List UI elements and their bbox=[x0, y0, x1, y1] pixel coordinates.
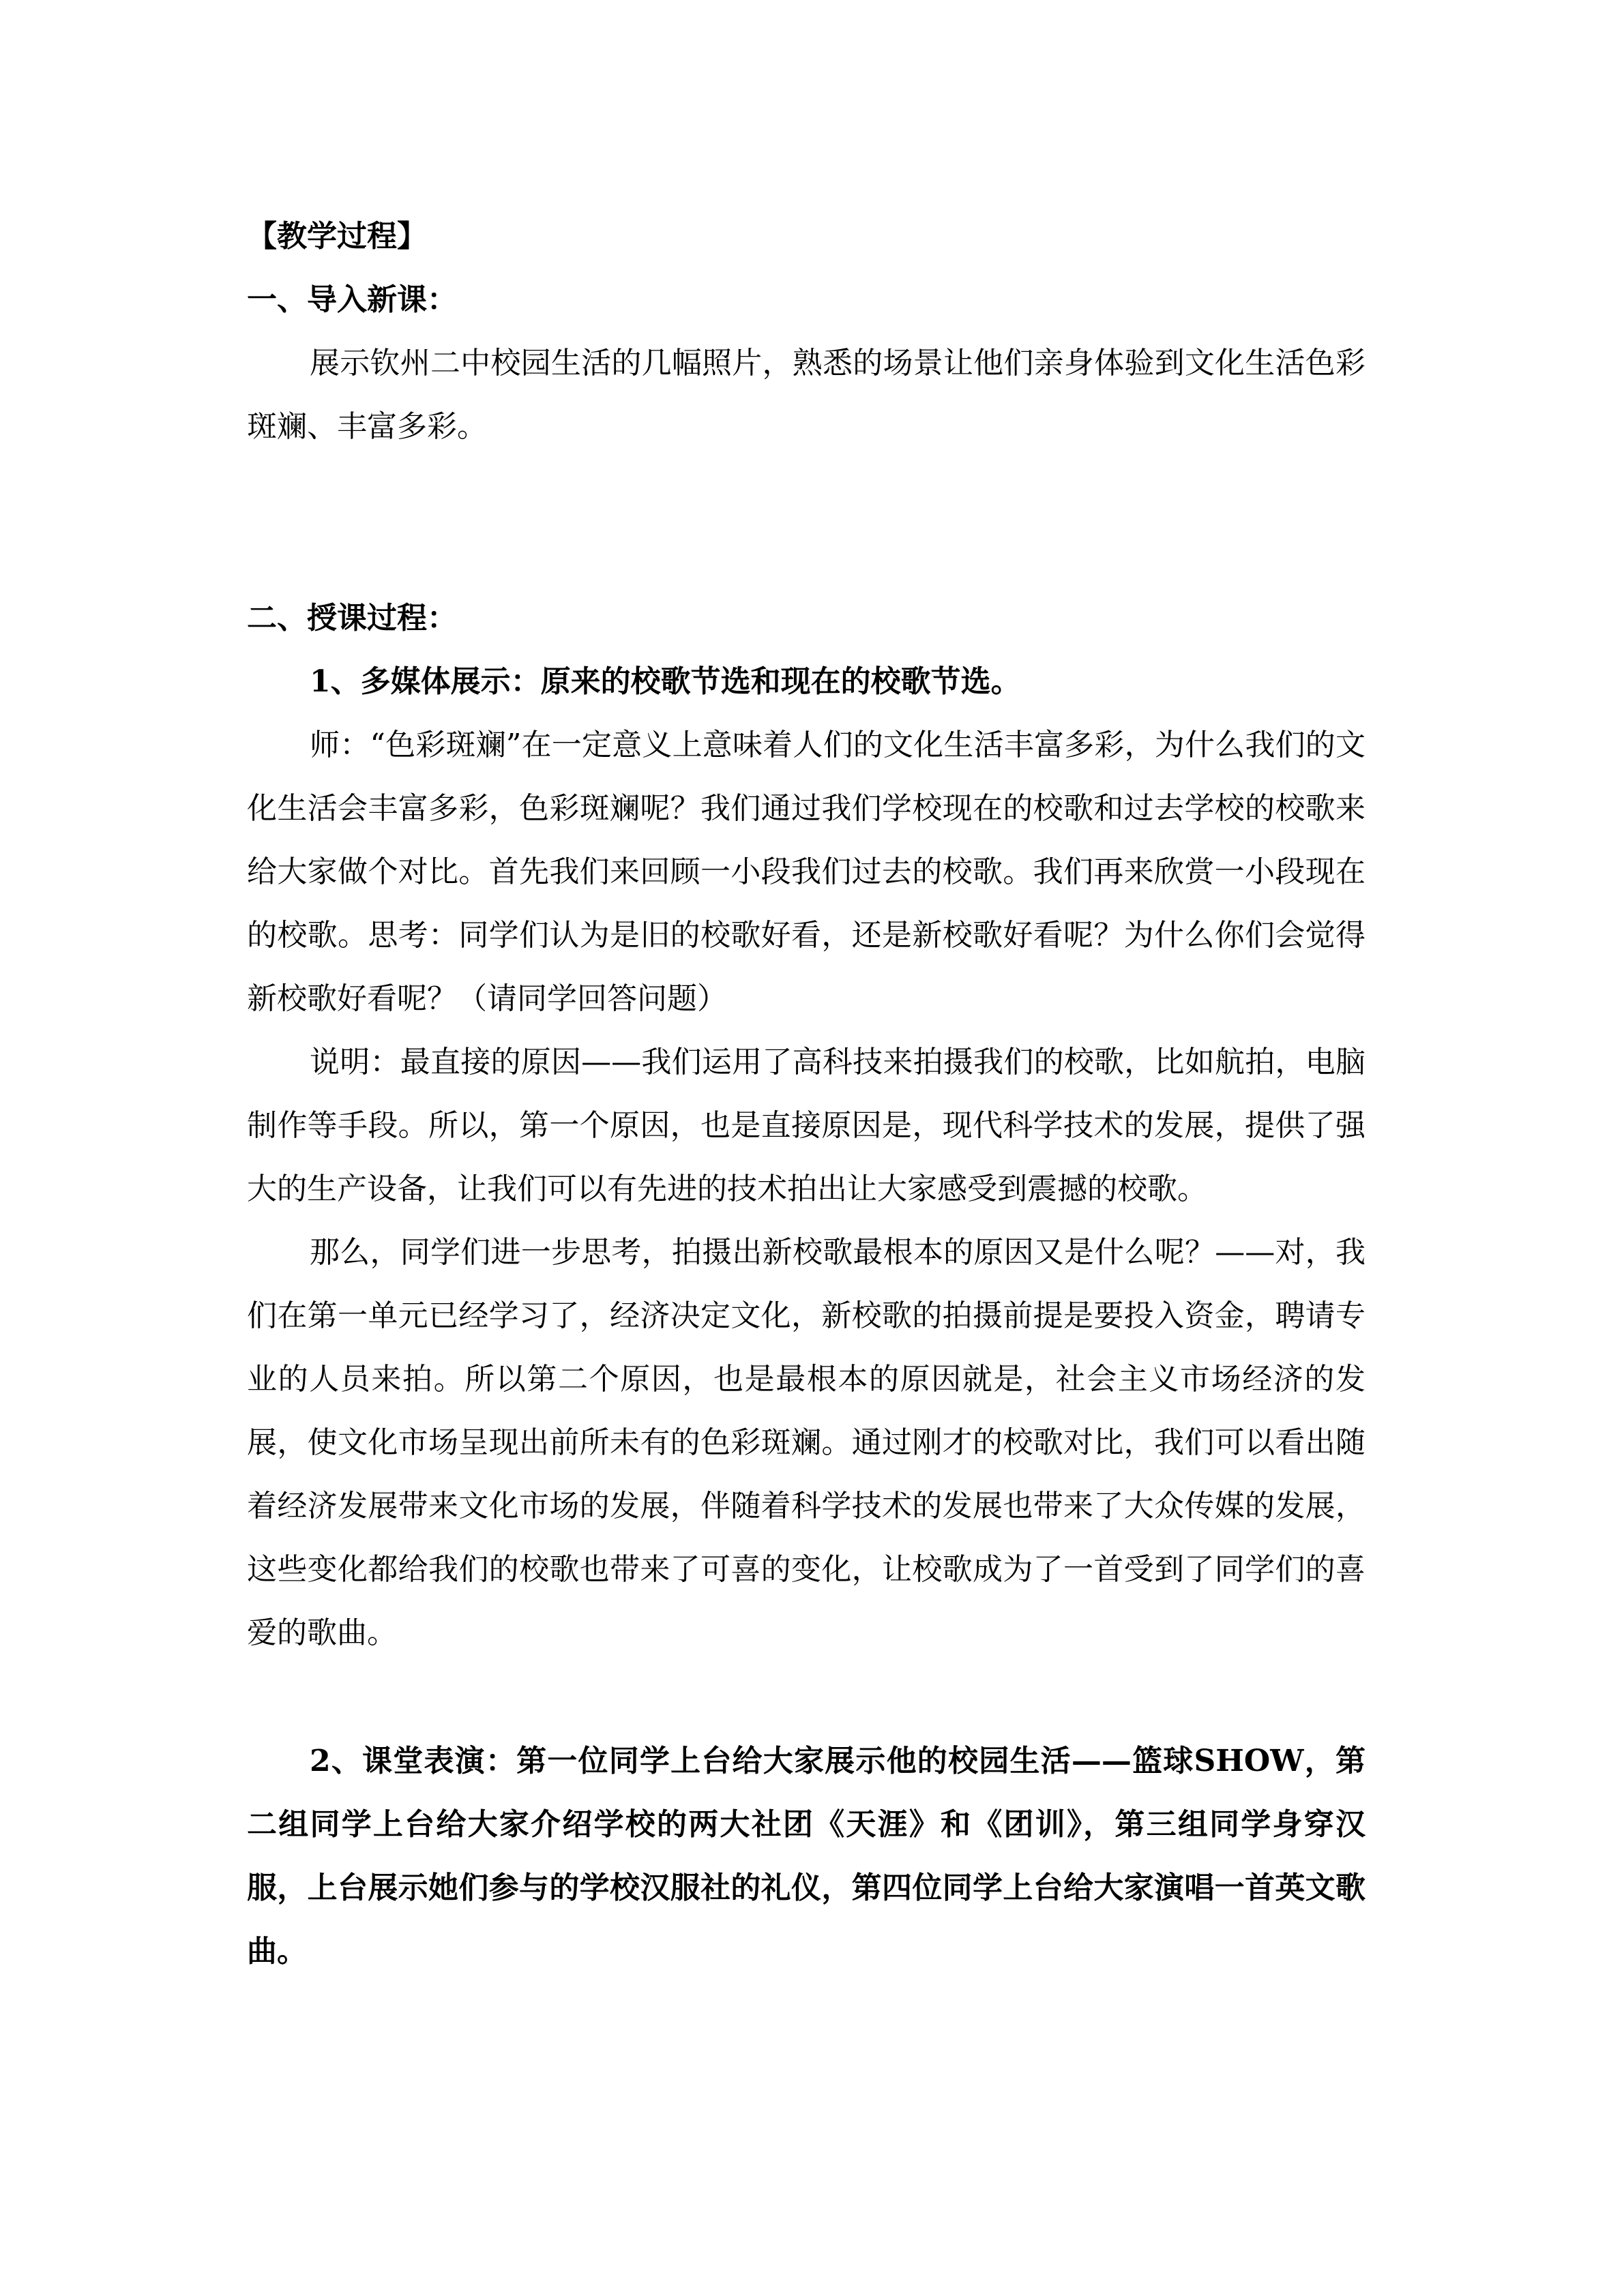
explanation-paragraph: 说明：最直接的原因——我们运用了高科技来拍摄我们的校歌，比如航拍，电脑制作等手段。所以，第一个原因，也是直接原因是，现代科学技术的发展，提供了强大的生产设备，让我们可以有先进的技术拍出让大家感受到震撼的校歌。 bbox=[247, 1045, 1365, 1206]
item-2-paragraph: 2、课堂表演：第一位同学上台给大家展示他的校园生活——篮球SHOW，第二组同学上台给大家介绍学校的两大社团《天涯》和《团训》，第三组同学身穿汉服，上台展示她们参与的学校汉服社的礼仪，第四位同学上台给大家演唱一首英文歌曲。 bbox=[247, 1744, 1365, 1969]
spacer bbox=[247, 1665, 1365, 1729]
teaching-process-heading: 【教学过程】 bbox=[247, 219, 427, 254]
item-1-title: 1、多媒体展示：原来的校歌节选和现在的校歌节选。 bbox=[310, 664, 1021, 699]
document-body bbox=[247, 205, 1365, 1983]
section-1-paragraph: 展示钦州二中校园生活的几幅照片，熟悉的场景让他们亲身体验到文化生活色彩斑斓、丰富多彩。 bbox=[247, 346, 1365, 444]
section-2-title: 二、授课过程： bbox=[247, 601, 457, 636]
further-thinking-paragraph: 那么，同学们进一步思考，拍摄出新校歌最根本的原因又是什么呢？——对，我们在第一单元已经学习了，经济决定文化，新校歌的拍摄前提是要投入资金，聘请专业的人员来拍。所以第二个原因，也是最根本的原因就是，社会主义市场经济的发展，使文化市场呈现出前所未有的色彩斑斓。通过刚才的校歌对比，我们可以看出随着经济发展带来文化市场的发展，伴随着科学技术的发展也带来了大众传媒的发展，这些变化都给我们的校歌也带来了可喜的变化，让校歌成为了一首受到了同学们的喜爱的歌曲。 bbox=[247, 1235, 1365, 1650]
section-1-title: 一、导入新课： bbox=[247, 282, 457, 317]
spacer bbox=[247, 458, 1365, 586]
teacher-paragraph: 师：“色彩斑斓”在一定意义上意味着人们的文化生活丰富多彩，为什么我们的文化生活会丰富多彩，色彩斑斓呢？我们通过我们学校现在的校歌和过去学校的校歌来给大家做个对比。首先我们来回顾一小段我们过去的校歌。我们再来欣赏一小段现在的校歌。思考：同学们认为是旧的校歌好看，还是新校歌好看呢？为什么你们会觉得新校歌好看呢？（请同学回答问题） bbox=[247, 728, 1365, 1016]
